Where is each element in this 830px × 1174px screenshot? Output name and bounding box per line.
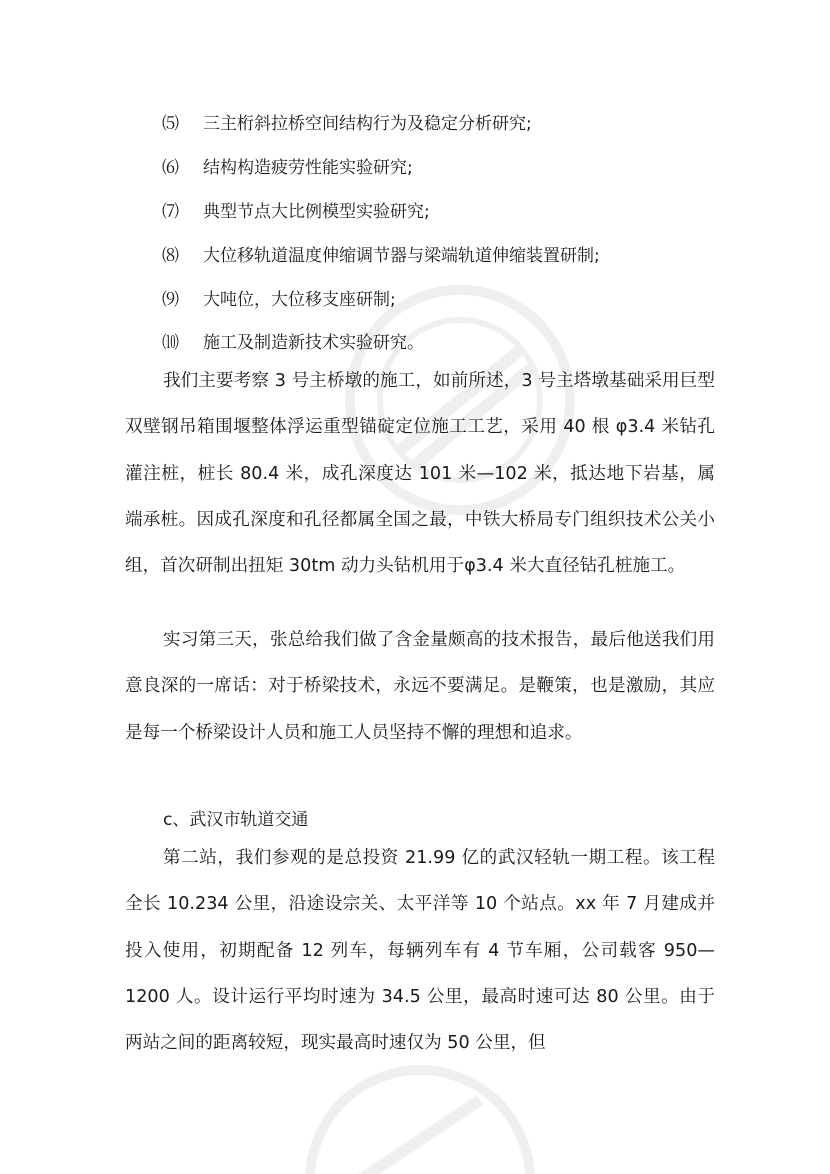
list-item — [162, 156, 413, 180]
list-item — [162, 112, 532, 136]
list-item-text: 施工及制造新技术实验研究。 — [203, 333, 424, 353]
list-item-number: ⑻ — [162, 246, 179, 266]
list-item-number: ⑼ — [162, 290, 179, 310]
list-item — [162, 244, 600, 268]
list-item-text: 结构构造疲劳性能实验研究; — [203, 158, 413, 178]
list-item-text: 三主桁斜拉桥空间结构行为及稳定分析研究; — [203, 114, 532, 134]
list-item — [162, 288, 396, 312]
list-item-text: 大吨位，大位移支座研制; — [203, 290, 396, 310]
paragraph-pier-construction: 我们主要考察 3 号主桥墩的施工，如前所述，3 号主塔墩基础采用巨型双壁钢吊箱围堰整体浮运重型锚碇定位施工工艺，采用 40 根 φ3.4 米钻孔灌注桩，桩长 80.4 米，成孔深度达 101 米—102 米，抵达地下岩基，属端承桩。因成孔深度和孔径都属全国之最，中铁大桥局专门组织技术公关小组，首次研制出扭矩 30tm 动力头钻机用于φ3.4 米大直径钻孔桩施工。 — [125, 371, 715, 577]
list-item — [162, 200, 430, 224]
section-heading: c、武汉市轨道交通 — [163, 810, 309, 830]
list-item — [162, 331, 424, 355]
list-item-number: ⑹ — [162, 158, 179, 178]
list-item-number: ⑺ — [162, 202, 179, 222]
paragraph-light-rail: 第二站，我们参观的是总投资 21.99 亿的武汉轻轨一期工程。该工程全长 10.234 公里，沿途设宗关、太平洋等 10 个站点。xx 年 7 月建成并投入使用，初期配备 12 列车，每辆列车有 4 节车厢，公司载客 950—1200 人。设计运行平均时速为 34.5 公里，最高时速可达 80 公里。由于两站之间的距离较短，现实最高时速仅为 50 公里，但 — [125, 848, 715, 1054]
list-item-text: 大位移轨道温度伸缩调节器与梁端轨道伸缩装置研制; — [203, 246, 600, 266]
paragraph-technical-report: 实习第三天，张总给我们做了含金量颇高的技术报告，最后他送我们用意良深的一席话：对于桥梁技术，永远不要满足。是鞭策，也是激励，其应是每一个桥梁设计人员和施工人员坚持不懈的理想和追求。 — [125, 630, 715, 743]
list-item-text: 典型节点大比例模型实验研究; — [203, 202, 430, 222]
list-item-number: ⑸ — [162, 114, 179, 134]
list-item-number: ⑽ — [162, 333, 179, 353]
